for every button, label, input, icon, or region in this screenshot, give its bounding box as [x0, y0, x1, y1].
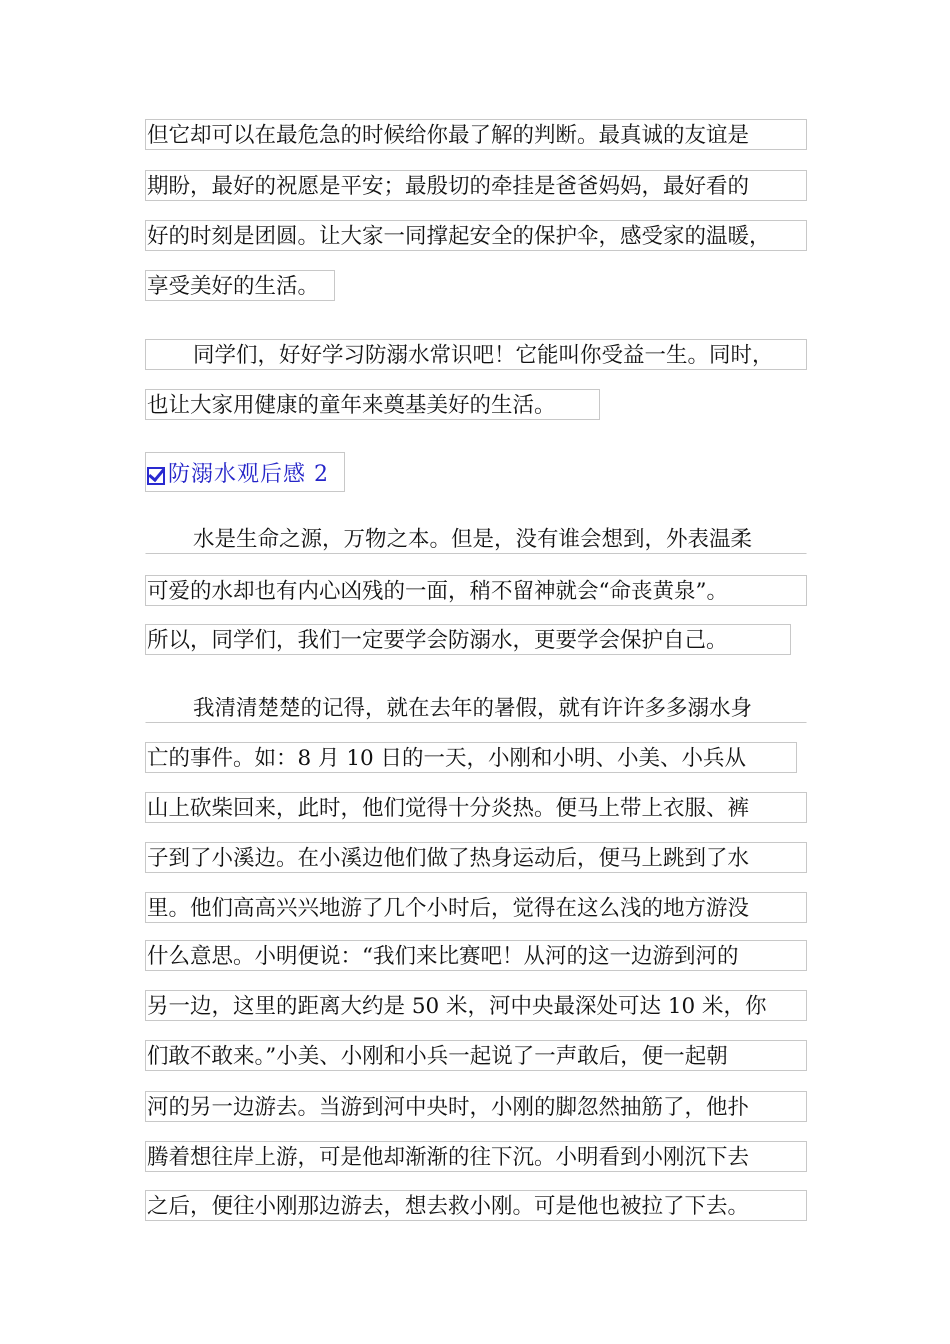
- paragraph-line: 可爱的水却也有内心凶残的一面，稍不留神就会“命丧黄泉”。: [145, 575, 807, 606]
- section-title: 防溺水观后感 2: [168, 461, 329, 487]
- section-heading: [145, 452, 345, 492]
- paragraph-line: 之后，便往小刚那边游去，想去救小刚。可是他也被拉了下去。: [145, 1190, 807, 1221]
- paragraph-line: 所以，同学们，我们一定要学会防溺水，更要学会保护自己。: [145, 624, 791, 655]
- paragraph-line: 子到了小溪边。在小溪边他们做了热身运动后，便马上跳到了水: [145, 842, 807, 873]
- paragraph-line: 亡的事件。如：8 月 10 日的一天，小刚和小明、小美、小兵从: [145, 742, 797, 773]
- checkbox-checked-icon: [147, 467, 165, 485]
- paragraph-line: 另一边，这里的距离大约是 50 米，河中央最深处可达 10 米，你: [145, 990, 807, 1021]
- paragraph-line: 我清清楚楚的记得，就在去年的暑假，就有许许多多溺水身: [145, 692, 807, 723]
- paragraph-line: 但它却可以在最危急的时候给你最了解的判断。最真诚的友谊是: [145, 119, 807, 150]
- paragraph-line: 里。他们高高兴兴地游了几个小时后，觉得在这么浅的地方游没: [145, 892, 807, 923]
- paragraph-line: 同学们，好好学习防溺水常识吧！它能叫你受益一生。同时，: [145, 339, 807, 370]
- paragraph-line: 好的时刻是团圆。让大家一同撑起安全的保护伞，感受家的温暖，: [145, 220, 807, 251]
- paragraph-line: 腾着想往岸上游，可是他却渐渐的往下沉。小明看到小刚沉下去: [145, 1141, 807, 1172]
- paragraph-line: 们敢不敢来。”小美、小刚和小兵一起说了一声敢后，便一起朝: [145, 1040, 807, 1071]
- paragraph-line: 河的另一边游去。当游到河中央时，小刚的脚忽然抽筋了，他扑: [145, 1091, 807, 1122]
- paragraph-line: 什么意思。小明便说：“我们来比赛吧！从河的这一边游到河的: [145, 940, 807, 971]
- paragraph-line: 也让大家用健康的童年来奠基美好的生活。: [145, 389, 600, 420]
- paragraph-line: 享受美好的生活。: [145, 270, 335, 301]
- paragraph-line: 山上砍柴回来，此时，他们觉得十分炎热。便马上带上衣服、裤: [145, 792, 807, 823]
- paragraph-line: 期盼，最好的祝愿是平安；最殷切的牵挂是爸爸妈妈，最好看的: [145, 170, 807, 201]
- paragraph-line: 水是生命之源，万物之本。但是，没有谁会想到，外表温柔: [145, 523, 807, 554]
